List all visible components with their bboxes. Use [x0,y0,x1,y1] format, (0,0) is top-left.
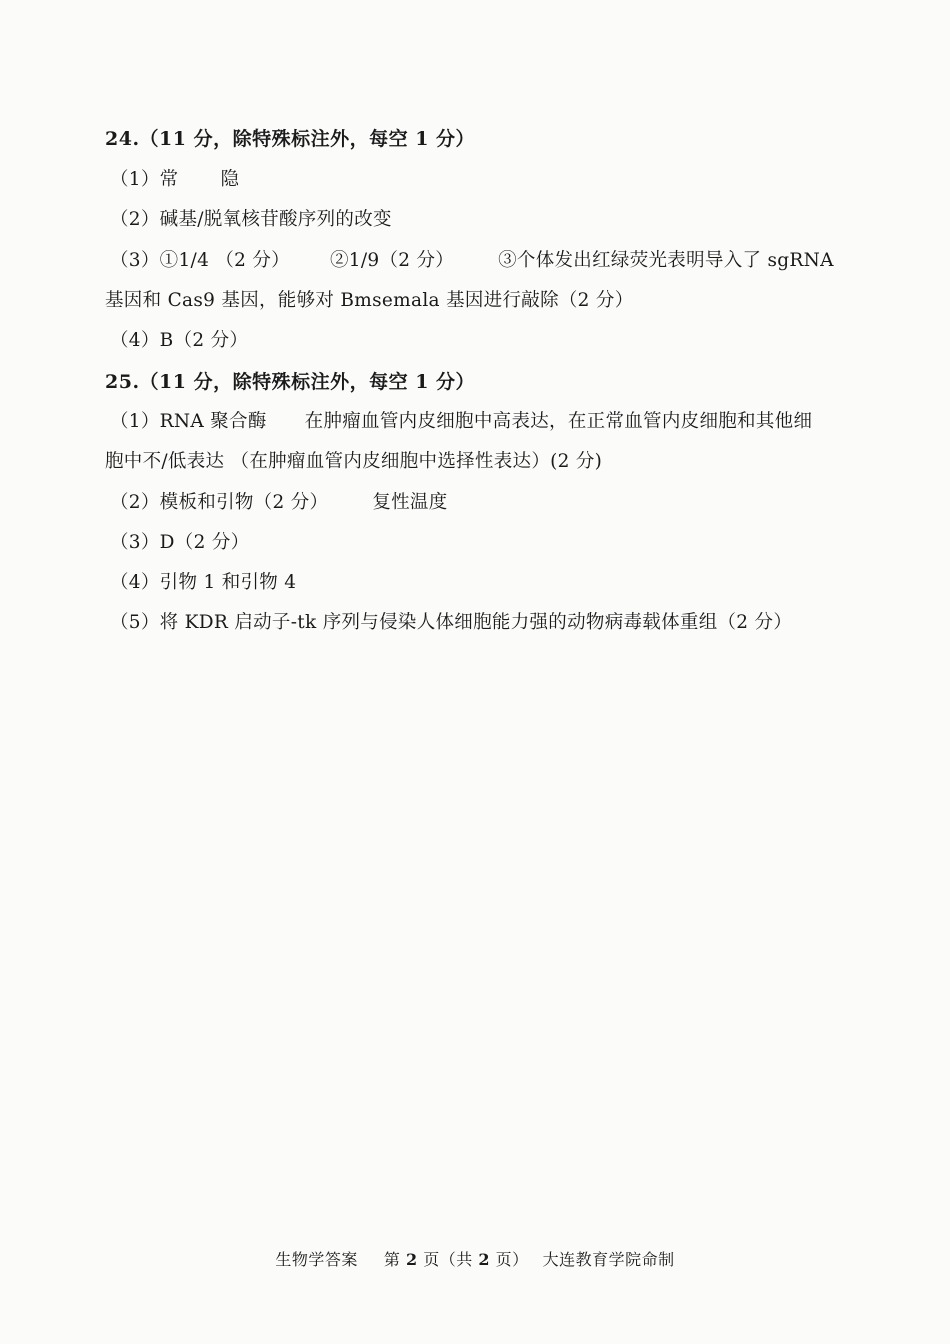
q24-a3-part2: ②1/9（2 分） [329,250,455,271]
q25-answer-3: （3）D（2 分） [110,532,250,553]
q25-answer-5: （5）将 KDR 启动子-tk 序列与侵染人体细胞能力强的动物病毒载体重组（2 分） [110,612,793,633]
q25-heading: 25.（11 分，除特殊标注外，每空 1 分） [105,371,476,393]
q24-a3-part1: （3）①1/4 （2 分） [110,250,290,271]
q24-answer-4: （4）B（2 分） [110,330,249,351]
q24-answer-1 [110,165,239,191]
q24-answer-3-continued: 基因和 Cas9 基因，能够对 Bmsemala 基因进行敲除（2 分） [105,290,634,311]
q24-a1-answer: 隐 [220,169,240,190]
footer-subject: 生物学答案 [275,1250,358,1269]
q25-answer-1 [110,407,812,433]
q25-a2-part1: （2）模板和引物（2 分） [110,492,329,513]
footer-page-prefix: 第 [383,1250,401,1269]
q25-a2-part2: 复性温度 [372,492,448,513]
q25-answer-4: （4）引物 1 和引物 4 [110,572,297,593]
q24-answer-3 [110,246,834,272]
q25-a1-part1: （1）RNA 聚合酶 [110,411,267,432]
footer-publisher: 大连教育学院命制 [542,1250,675,1269]
footer-page-mid: 页（共 [423,1250,473,1269]
q24-answer-2: （2）碱基/脱氧核苷酸序列的改变 [110,209,392,230]
q25-answer-2 [110,488,448,514]
q25-a1-part2: 在肿瘤血管内皮细胞中高表达，在正常血管内皮细胞和其他细 [304,411,813,432]
footer-page-number: 2 [406,1250,418,1269]
q25-answer-1-continued: 胞中不/低表达 （在肿瘤血管内皮细胞中选择性表达）(2 分) [105,451,603,472]
q24-a3-part3: ③个体发出红绿荧光表明导入了 sgRNA [498,250,834,271]
q24-heading: 24.（11 分，除特殊标注外，每空 1 分） [105,128,476,150]
footer-page-total: 2 [478,1250,490,1269]
footer-page-suffix: 页） [495,1250,529,1269]
q24-a1-prefix: （1）常 [110,169,179,190]
page-footer [0,1247,950,1270]
